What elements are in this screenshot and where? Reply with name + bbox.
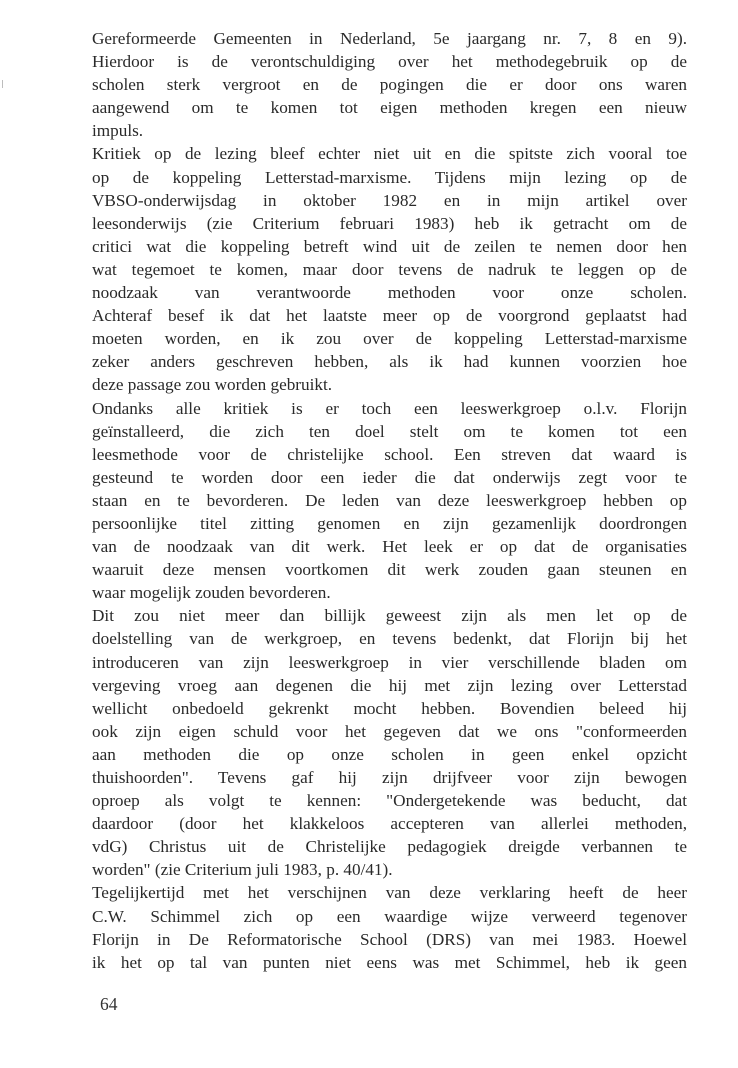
- text-line: Achteraf besef ik dat het laatste meer op de voorgrond geplaatst had: [92, 306, 687, 326]
- text-line: aan methoden die op onze scholen in geen enkel opzicht: [92, 744, 687, 764]
- text-line: leesmethode voor de christelijke school. Een streven dat waard is: [92, 444, 687, 464]
- text-line: geïnstalleerd, die zich ten doel stelt om te komen tot een: [92, 421, 687, 441]
- text-line: critici wat die koppeling betreft wind uit de zeilen te nemen door hen: [92, 236, 687, 256]
- text-line: zeker anders geschreven hebben, als ik had kunnen voorzien hoe: [92, 352, 687, 372]
- text-line: doelstelling van de werkgroep, en tevens bedenkt, dat Florijn bij het: [92, 629, 687, 649]
- text-line: scholen sterk vergroot en de pogingen die er door ons waren: [92, 75, 687, 95]
- text-line: op de koppeling Letterstad-marxisme. Tijdens mijn lezing op de: [92, 167, 687, 187]
- body-text: [92, 27, 687, 974]
- text-line: ook zijn eigen schuld voor het gegeven dat we ons "conformeerden: [92, 721, 687, 741]
- text-line: oproep als volgt te kennen: "Ondergetekende was beducht, dat: [92, 791, 687, 811]
- text-line: C.W. Schimmel zich op een waardige wijze verweerd tegenover: [92, 906, 687, 926]
- text-line: Dit zou niet meer dan billijk geweest zijn als men let op de: [92, 606, 687, 626]
- text-line: daardoor (door het klakkeloos accepteren van allerlei methoden,: [92, 814, 687, 834]
- text-line: gesteund te worden door een ieder die dat onderwijs zegt voor te: [92, 467, 687, 487]
- text-line: staan en te bevorderen. De leden van deze leeswerkgroep hebben op: [92, 490, 687, 510]
- text-line: Florijn in De Reformatorische School (DRS) van mei 1983. Hoewel: [92, 929, 687, 949]
- text-line: persoonlijke titel zitting genomen en zijn gezamenlijk doordrongen: [92, 513, 687, 533]
- text-line: noodzaak van verantwoorde methoden voor onze scholen.: [92, 283, 687, 303]
- text-line: Hierdoor is de verontschuldiging over het methodegebruik op de: [92, 52, 687, 72]
- text-line: Gereformeerde Gemeenten in Nederland, 5e jaargang nr. 7, 8 en 9).: [92, 29, 687, 48]
- text-line: leesonderwijs (zie Criterium februari 1983) heb ik getracht om de: [92, 213, 687, 233]
- text-line: wat tegemoet te komen, maar door tevens de nadruk te leggen op de: [92, 259, 687, 279]
- text-line: wellicht onbedoeld gekrenkt mocht hebben. Bovendien beleed hij: [92, 698, 687, 718]
- text-line: worden" (zie Criterium juli 1983, p. 40/41).: [92, 860, 393, 880]
- text-line: introduceren van zijn leeswerkgroep in vier verschillende bladen om: [92, 652, 687, 672]
- text-line: Ondanks alle kritiek is er toch een leeswerkgroep o.l.v. Florijn: [92, 398, 687, 418]
- text-line: ik het op tal van punten niet eens was met Schimmel, heb ik geen: [92, 952, 687, 972]
- page-number: 64: [100, 994, 118, 1014]
- text-line: waar mogelijk zouden bevorderen.: [92, 583, 331, 603]
- margin-mark: [2, 80, 3, 88]
- text-line: van de noodzaak van dit werk. Het leek er op dat de organisaties: [92, 537, 687, 557]
- text-line: waaruit deze mensen voortkomen dit werk zouden gaan steunen en: [92, 560, 687, 580]
- text-line: aangewend om te komen tot eigen methoden kregen een nieuw: [92, 98, 687, 118]
- text-line: impuls.: [92, 121, 144, 141]
- text-line: vergeving vroeg aan degenen die hij met zijn lezing over Letterstad: [92, 675, 687, 695]
- text-line: moeten worden, en ik zou over de koppeling Letterstad-marxisme: [92, 329, 687, 349]
- text-line: VBSO-onderwijsdag in oktober 1982 en in mijn artikel over: [92, 190, 687, 210]
- text-line: deze passage zou worden gebruikt.: [92, 375, 333, 395]
- text-line: thuishoorden". Tevens gaf hij zijn drijfveer voor zijn bewogen: [92, 768, 687, 787]
- text-line: vdG) Christus uit de Christelijke pedagogiek dreigde verbannen te: [92, 837, 687, 857]
- text-line: Tegelijkertijd met het verschijnen van deze verklaring heeft de heer: [92, 883, 687, 903]
- text-line: Kritiek op de lezing bleef echter niet uit en die spitste zich vooral toe: [92, 144, 687, 164]
